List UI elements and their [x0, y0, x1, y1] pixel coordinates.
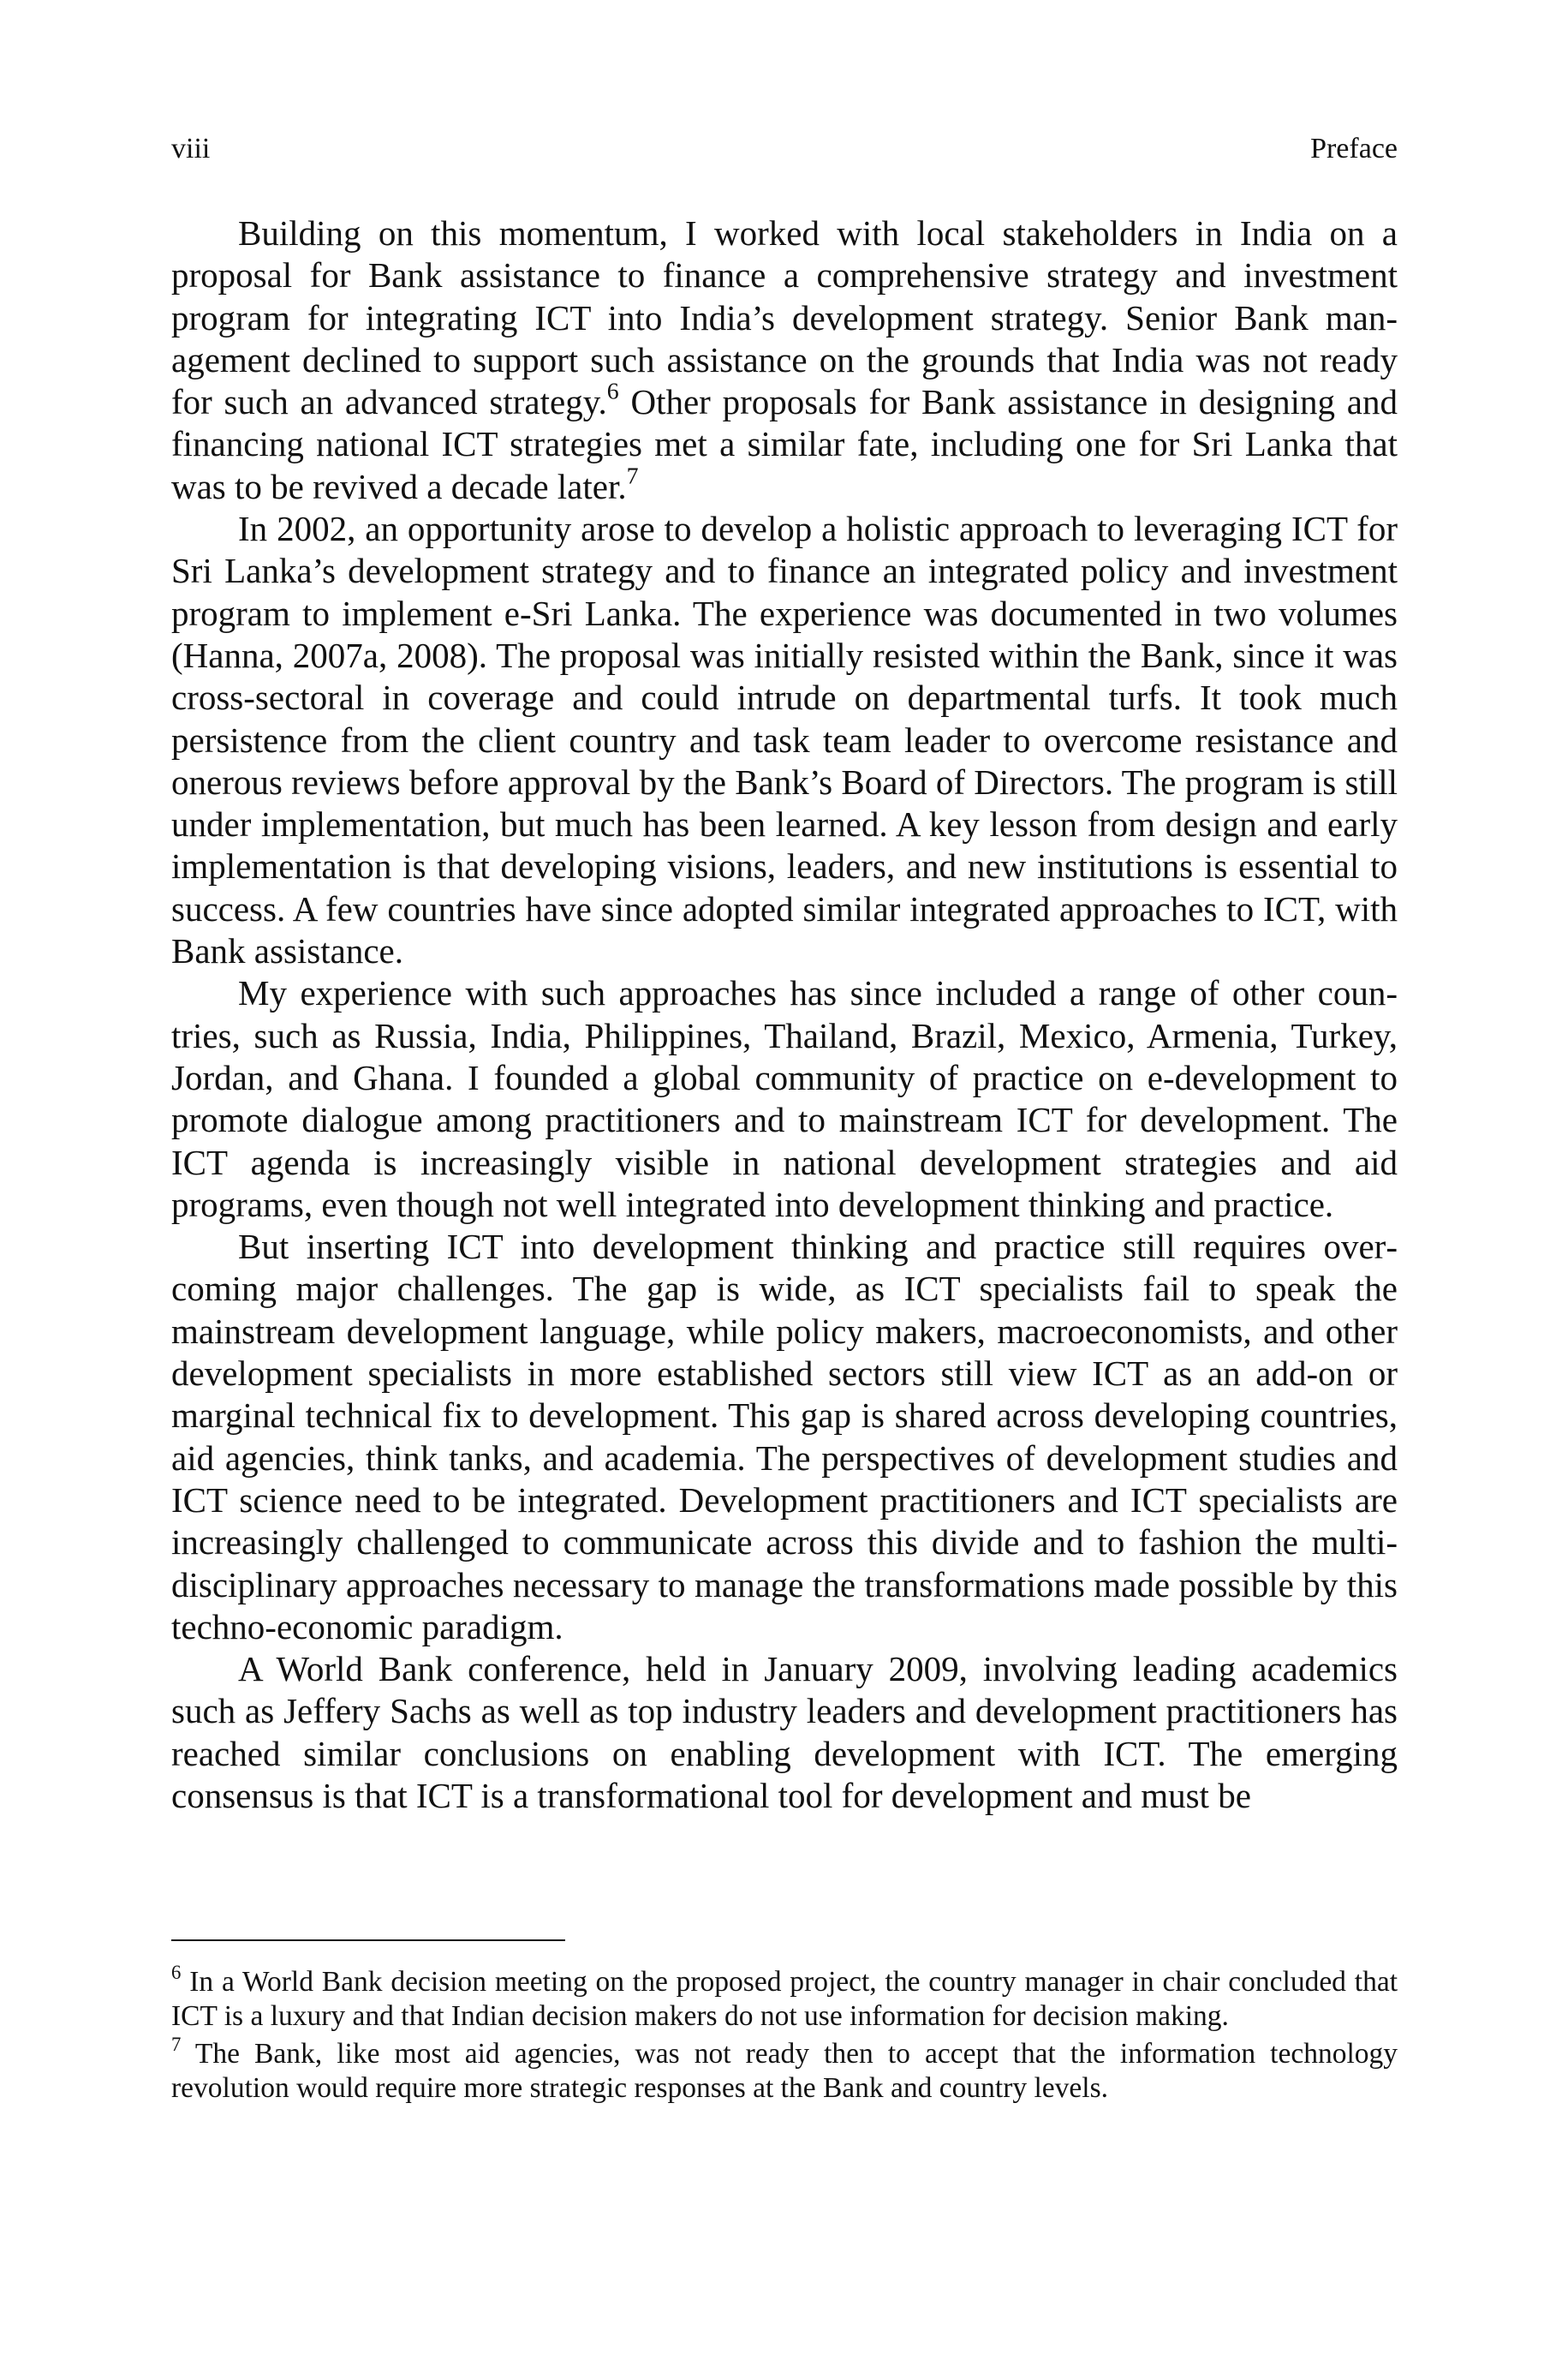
- paragraph-5: A World Bank conference, held in January 2009, involving leading academics such as Jeffery Sachs as well as top industry leaders and development practitioners has reached similar conclusions on enabling development with ICT. The emerging consensus is that ICT is a transformational tool for development and must be: [171, 1649, 1398, 1815]
- footnote-7-text: The Bank, like most aid agencies, was not ready then to accept that the information technology revolution would require more strategic responses at the Bank and country levels.: [171, 2038, 1398, 2104]
- paragraph-3: My experience with such approaches has since included a range of other countries, such as Russia, India, Philippines, Thailand, Brazil, Mexico, Armenia, Turkey, Jordan, and Ghana. I founded a global community of practice on e-development to promote dialogue among practitioners and to mainstream ICT for development. The ICT agenda is increasingly visible in national development strategies and aid programs, even though not well integrated into development thinking and practice.: [171, 973, 1398, 1224]
- footnote-6: [171, 1961, 1398, 2034]
- footnote-ref-7: 7: [626, 463, 639, 490]
- paragraph-1-text: Building on this momentum, I worked with local stakeholders in India on a proposal for Bank assistance to finance a comprehensive strategy and investment program for integrating ICT into India’s development strategy. Senior Bank management declined to support such assistance on the grounds that India was not ready for such an advanced strategy.: [171, 213, 1398, 422]
- footnote-7: [171, 2033, 1398, 2106]
- footnote-mark-7: 7: [171, 2033, 182, 2055]
- running-head: [171, 132, 1398, 166]
- footnotes: [171, 1961, 1398, 2109]
- footnote-divider: [171, 1939, 565, 1941]
- section-title: Preface: [1310, 133, 1398, 164]
- footnote-mark-6: 6: [171, 1961, 182, 1983]
- paragraph-1-text-continued: Other proposals for Bank assistance in designing and financing national ICT strategies met a similar fate, including one for Sri Lanka that was to be revived a decade later.: [171, 382, 1398, 506]
- paragraph-4: But inserting ICT into development thinking and practice still requires overcoming major challenges. The gap is wide, as ICT specialists fail to speak the mainstream development language, while policy makers, macroeconomists, and other development specialists in more established sectors still view ICT as an add-on or marginal technical fix to development. This gap is shared across developing countries, aid agencies, think tanks, and academia. The perspectives of development studies and ICT science need to be integrated. Development practitioners and ICT specialists are increasingly challenged to communicate across this divide and to fashion the multi-disciplinary approaches necessary to manage the transformations made possible by this techno-economic paradigm.: [171, 1227, 1398, 1646]
- page-number: viii: [171, 133, 211, 164]
- body-text: [171, 212, 1398, 1817]
- footnote-ref-6: 6: [606, 378, 619, 405]
- paragraph-2: In 2002, an opportunity arose to develop a holistic approach to leveraging ICT for Sri Lanka’s development strategy and to finance an integrated policy and investment program to implement e-Sri Lanka. The experience was documented in two volumes (Hanna, 2007a, 2008). The proposal was initially resisted within the Bank, since it was cross-sectoral in coverage and could intrude on departmental turfs. It took much persistence from the client country and task team leader to overcome resistance and onerous reviews before approval by the Bank’s Board of Directors. The program is still under implementation, but much has been learned. A key lesson from design and early implementation is that developing visions, leaders, and new institutions is essential to success. A few countries have since adopted similar integrated approaches to ICT, with Bank assistance.: [171, 509, 1398, 971]
- footnote-6-text: In a World Bank decision meeting on the proposed project, the country manager in chair concluded that ICT is a luxury and that Indian decision makers do not use information for decision making.: [171, 1966, 1398, 2032]
- paragraph-1: [171, 212, 1398, 508]
